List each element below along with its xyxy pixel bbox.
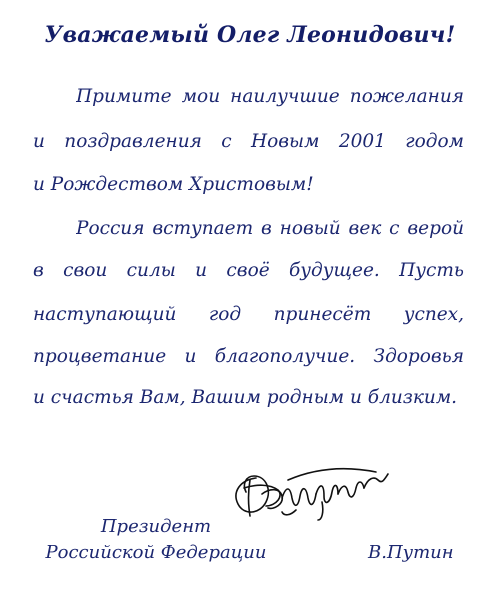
signatory-title [36,514,276,566]
salutation: Уважаемый Олег Леонидович! [44,22,456,48]
paragraph-2-line-3: наступающий год принесёт успех, [33,304,464,325]
paragraph-2-line-5: и счастья Вам, Вашим родным и близким. [33,387,458,408]
signatory-title-line-2: Российской Федерации [45,542,267,563]
paragraph-1-line-3: и Рождеством Христовым! [33,174,314,195]
paragraph-2-line-2: в свои силы и своё будущее. Пусть [33,260,464,281]
signatory-name: В.Путин [368,542,454,563]
paragraph-2-line-4: процветание и благополучие. Здоровья [33,346,464,367]
handwritten-signature [226,458,398,522]
signatory-title-line-1: Президент [100,516,212,537]
paragraph-1-line-1: Примите мои наилучшие пожелания [76,86,464,107]
paragraph-1-line-2: и поздравления с Новым 2001 годом [33,131,464,152]
paragraph-2-line-1: Россия вступает в новый век с верой [76,218,464,239]
